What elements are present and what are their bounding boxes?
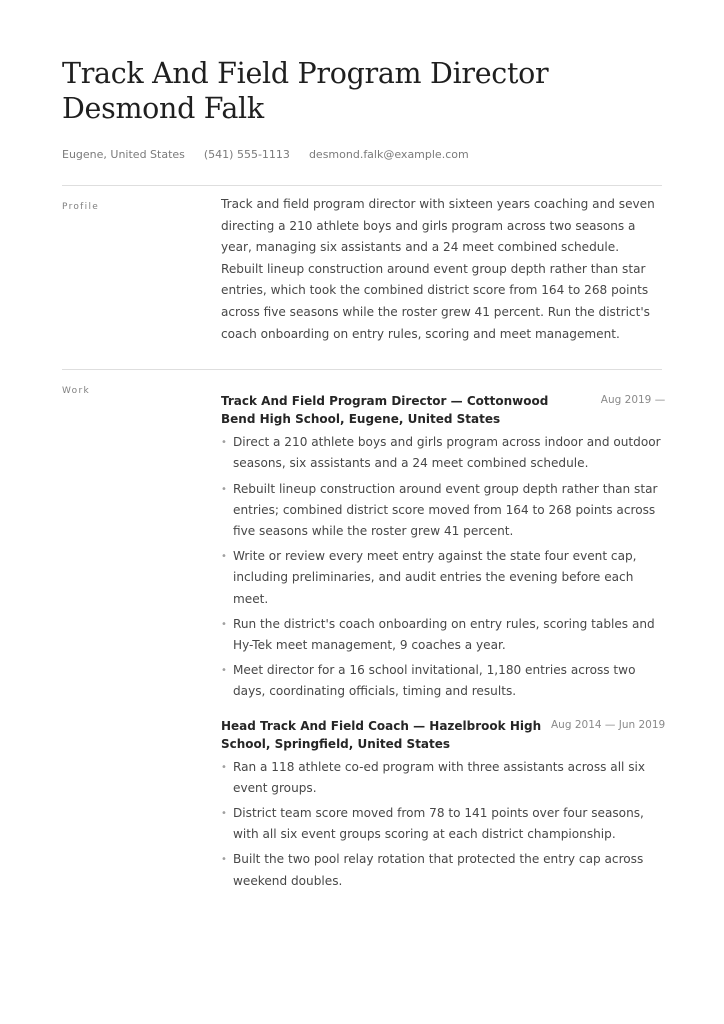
bullet-item: • Ran a 118 athlete co-ed program with three assistants across all six event groups. — [221, 757, 665, 799]
location: Eugene, United States — [62, 148, 185, 161]
section-label-profile: Profile — [62, 202, 100, 212]
profile-section — [62, 186, 662, 369]
bullet-item: • Write or review every meet entry against the state four event cap, including preliminaries, and audit entries the evening before each meet. — [221, 546, 665, 610]
work-section — [62, 370, 666, 906]
job-entry — [221, 392, 665, 702]
profile-text: Track and field program director with sixteen years coaching and seven directing a 210 athlete boys and girls program across two seasons a year, managing six assistants and a 24 meet combined schedule. Rebuilt lineup construction around event group depth rather than star entries, which took the combined district score from 164 to 268 points across five seasons while the roster grew 41 percent. Run the district's coach onboarding on entry rules, scoring and meet management. — [221, 197, 655, 341]
job-header — [221, 392, 665, 428]
job-bullets — [221, 757, 665, 892]
email: desmond.falk@example.com — [308, 148, 469, 161]
job-title: Head Track And Field Coach — Hazelbrook High School, Springfield, United States — [221, 718, 542, 751]
job-entry — [221, 717, 665, 892]
section-label-work: Work — [62, 386, 90, 397]
job-dates: Aug 2014 — Jun 2019 — [551, 718, 666, 731]
bullet-item: • Built the two pool relay rotation that protected the entry cap across weekend doubles. — [221, 849, 665, 891]
contact-info — [62, 148, 662, 161]
phone: (541) 555-1113 — [203, 148, 290, 161]
job-title: Track And Field Program Director — Cottonwood Bend High School, Eugene, United States — [221, 394, 549, 427]
bullet-item: • Meet director for a 16 school invitational, 1,180 entries across two days, coordinating officials, timing and results. — [221, 660, 665, 702]
candidate-name: Desmond Falk — [62, 92, 264, 125]
bullet-item: • Rebuilt lineup construction around event group depth rather than star entries; combined district score moved from 164 to 268 points across five seasons while the roster grew 41 percent. — [221, 479, 665, 543]
bullet-item: • Run the district's coach onboarding on entry rules, scoring tables and Hy-Tek meet management, 9 coaches a year. — [221, 614, 665, 656]
job-dates: Aug 2019 — — [600, 394, 666, 407]
profile-body — [221, 186, 662, 345]
job-bullets — [221, 432, 665, 702]
bullet-item: • District team score moved from 78 to 141 points over four seasons, with all six event groups scoring at each district championship. — [221, 803, 665, 845]
resume-title — [62, 56, 662, 126]
bullet-item: • Direct a 210 athlete boys and girls program across indoor and outdoor seasons, six assistants and a 24 meet combined schedule. — [221, 432, 665, 474]
job-header — [221, 717, 665, 753]
job-title-heading: Track And Field Program Director — [62, 57, 549, 90]
work-body — [221, 370, 665, 906]
